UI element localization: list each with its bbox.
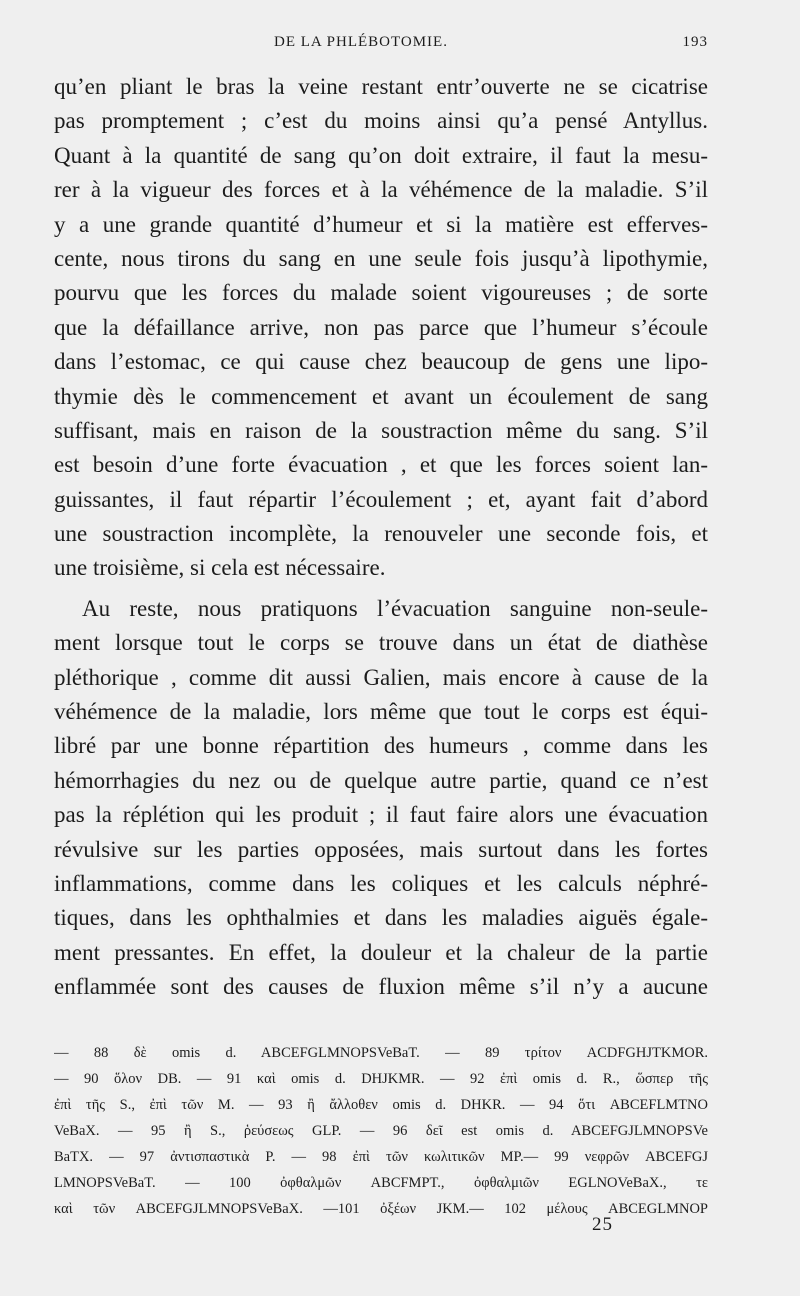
text-line: pas promptement ; c’est du moins ainsi qu’a pensé Antyllus. — [54, 108, 708, 134]
text-line: ment pressantes. En effet, la douleur et la chaleur de la partie — [54, 939, 708, 965]
text-line: rer à la vigueur des forces et à la véhémence de la maladie. S’il — [54, 177, 708, 203]
footnote-line: καὶ τῶν ABCEFGJLMNOPSVeBaX. —101 ὀξέων JKM.— 102 μέλους ABCEGLMNOP — [54, 1201, 708, 1217]
text-line: Quant à la quantité de sang qu’on doit extraire, il faut la mesu- — [54, 142, 708, 168]
footnotes — [54, 1040, 708, 1222]
text-line: révulsive sur les parties opposées, mais surtout dans les fortes — [54, 836, 708, 862]
paragraph-start-line: Au reste, nous pratiquons l’évacuation sanguine non-seule- — [82, 595, 708, 621]
text-line: tiques, dans les ophthalmies et dans les maladies aiguës égale- — [54, 905, 708, 931]
footnote-line: BaTX. — 97 ἀντισπαστικὰ P. — 98 ἐπὶ τῶν κωλιτικῶν MP.— 99 νεφρῶν ABCEFGJ — [54, 1149, 708, 1165]
paragraph-end-line: une troisième, si cela est nécessaire. — [54, 555, 386, 581]
text-line: libré par une bonne répartition des humeurs , comme dans les — [54, 733, 708, 759]
text-line: inflammations, comme dans les coliques et les calculs néphré- — [54, 870, 708, 896]
text-line: véhémence de la maladie, lors même que tout le corps est équi- — [54, 699, 708, 725]
footnote-line: LMNOPSVeBaT. — 100 ὀφθαλμῶν ABCFMPT., ὀφθαλμιῶν EGLNOVeBaX., τε — [54, 1175, 708, 1191]
text-line: guissantes, il faut répartir l’écoulement ; et, ayant fait d’abord — [54, 486, 708, 512]
footnote-line: VeBaX. — 95 ἢ S., ῥεύσεως GLP. — 96 δεῖ est omis d. ABCEFGJLMNOPSVe — [54, 1123, 708, 1139]
text-line: ment lorsque tout le corps se trouve dans un état de diathèse — [54, 630, 708, 656]
text-line: que la défaillance arrive, non pas parce que l’humeur s’écoule — [54, 314, 708, 340]
footnote-line: — 90 ὅλον DB. — 91 καὶ omis d. DHJKMR. — 92 ἐπὶ omis d. R., ὥσπερ τῆς — [54, 1071, 708, 1087]
text-line: enflammée sont des causes de fluxion même s’il n’y a aucune — [54, 974, 708, 1000]
text-line: une soustraction incomplète, la renouveler une seconde fois, et — [54, 521, 708, 547]
text-line: suffisant, mais en raison de la soustraction même du sang. S’il — [54, 417, 708, 443]
footnote-line: ἐπὶ τῆς S., ἐπὶ τῶν M. — 93 ἢ ἄλλοθεν omis d. DHKR. — 94 ὅτι ABCEFLMTNO — [54, 1097, 708, 1113]
text-line: hémorrhagies du nez ou de quelque autre partie, quand ce n’est — [54, 767, 708, 793]
running-title: DE LA PHLÉBOTOMIE. — [274, 34, 448, 50]
text-line: pourvu que les forces du malade soient vigoureuses ; de sorte — [54, 280, 708, 306]
text-line: pléthorique , comme dit aussi Galien, mais encore à cause de la — [54, 664, 708, 690]
text-line: thymie dès le commencement et avant un écoulement de sang — [54, 383, 708, 409]
footnote-line: — 88 δὲ omis d. ABCEFGLMNOPSVeBaT. — 89 τρίτον ACDFGHJTKMOR. — [54, 1045, 708, 1061]
text-line: cente, nous tirons du sang en une seule fois jusqu’à lipothymie, — [54, 245, 708, 271]
text-line: dans l’estomac, ce qui cause chez beaucoup de gens une lipo- — [54, 349, 708, 375]
body-text — [54, 70, 708, 1005]
text-line: est besoin d’une forte évacuation , et que les forces soient lan- — [54, 452, 708, 478]
text-line: pas la réplétion qui les produit ; il faut faire alors une évacuation — [54, 802, 708, 828]
text-line: qu’en pliant le bras la veine restant entr’ouverte ne se cicatrise — [54, 74, 708, 99]
signature-mark: 25 — [592, 1214, 613, 1235]
text-line: y a une grande quantité d’humeur et si la matière est efferves- — [54, 211, 708, 237]
page-number: 193 — [682, 34, 708, 50]
